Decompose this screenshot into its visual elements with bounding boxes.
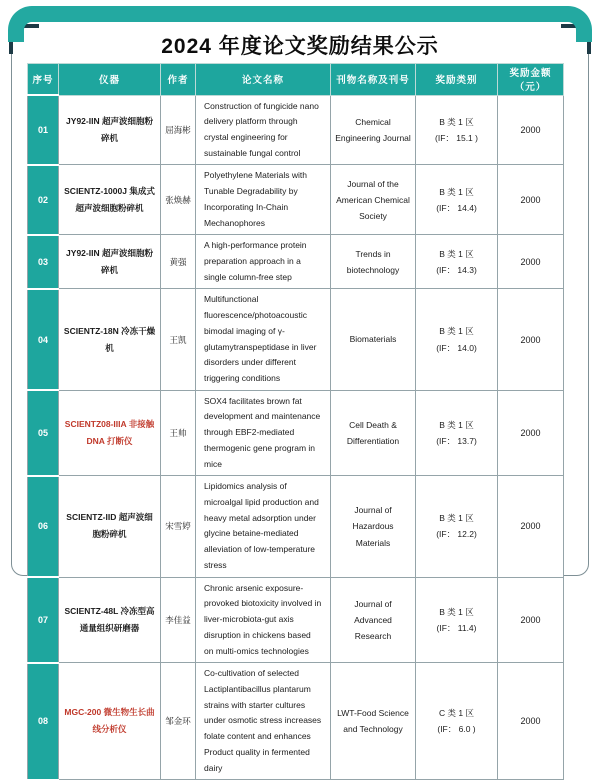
header-instrument: 仪器 <box>59 64 161 96</box>
header-no: 序号 <box>28 64 59 96</box>
award-category <box>416 235 498 289</box>
author-name: 王凯 <box>161 289 196 390</box>
award-category <box>416 289 498 390</box>
table-row <box>28 289 564 390</box>
award-category <box>416 476 498 577</box>
table-row <box>28 165 564 235</box>
impact-factor: (IF： 13.7) <box>436 436 477 447</box>
instrument-name: SCIENTZ-18N 冷冻干燥机 <box>59 289 161 390</box>
paper-title: Multifunctional fluorescence/photoacoustic bimodal imaging of γ-glutamytranspeptidase in liver disorders under different triggering conditions <box>196 289 331 390</box>
header-amount: 奖励金额（元） <box>498 64 564 96</box>
author-name: 宋雪婷 <box>161 476 196 577</box>
instrument-name: SCIENTZ-IID 超声波细胞粉碎机 <box>59 476 161 577</box>
instrument-name: MGC-200 微生物生长曲线分析仪 <box>59 663 161 780</box>
category-line: B 类 1 区 <box>439 419 474 430</box>
table-row <box>28 390 564 476</box>
paper-title: Polyethylene Materials with Tunable Degradability by Incorporating In-Chain Mechanophores <box>196 165 331 235</box>
award-amount: 2000 <box>498 289 564 390</box>
award-category <box>416 95 498 165</box>
paper-title: A high-performance protein preparation approach in a single column-free step <box>196 235 331 289</box>
award-category <box>416 390 498 476</box>
category-line: B 类 1 区 <box>439 513 474 524</box>
paper-title: Construction of fungicide nano delivery platform through crystal engineering for sustainable fungal control <box>196 95 331 165</box>
award-amount: 2000 <box>498 390 564 476</box>
category-line: B 类 1 区 <box>439 248 474 259</box>
instrument-name: SCIENTZ-1000J 集成式超声波细胞粉碎机 <box>59 165 161 235</box>
author-name: 黄强 <box>161 235 196 289</box>
category-line: C 类 1 区 <box>439 708 474 719</box>
award-amount: 2000 <box>498 663 564 780</box>
row-no: 06 <box>28 476 59 577</box>
impact-factor: (IF： 14.4) <box>436 202 477 213</box>
award-category <box>416 663 498 780</box>
row-no: 04 <box>28 289 59 390</box>
author-name: 张焕赫 <box>161 165 196 235</box>
instrument-name: JY92-IIN 超声波细胞粉碎机 <box>59 235 161 289</box>
journal-name: Biomaterials <box>331 289 416 390</box>
header-category: 奖励类别 <box>416 64 498 96</box>
header-journal: 刊物名称及刊号 <box>331 64 416 96</box>
impact-factor: (IF： 6.0 ) <box>437 724 476 735</box>
award-results-table <box>27 63 564 781</box>
award-amount: 2000 <box>498 235 564 289</box>
instrument-name: SCIENTZ-48L 冷冻型高通量组织研磨器 <box>59 577 161 663</box>
award-amount: 2000 <box>498 577 564 663</box>
author-name: 王帅 <box>161 390 196 476</box>
impact-factor: (IF： 14.0) <box>436 342 477 353</box>
journal-name: Trends in biotechnology <box>331 235 416 289</box>
row-no: 07 <box>28 577 59 663</box>
page-title: 2024 年度论文奖励结果公示 <box>161 35 439 58</box>
header-paper-title: 论文名称 <box>196 64 331 96</box>
impact-factor: (IF： 15.1 ) <box>435 132 478 143</box>
row-no: 01 <box>28 95 59 165</box>
journal-name: Journal of the American Chemical Society <box>331 165 416 235</box>
instrument-name: JY92-IIN 超声波细胞粉碎机 <box>59 95 161 165</box>
category-line: B 类 1 区 <box>439 186 474 197</box>
journal-name: LWT-Food Science and Technology <box>331 663 416 780</box>
table-header-row <box>28 64 564 96</box>
impact-factor: (IF： 12.2) <box>436 529 477 540</box>
paper-title: SOX4 facilitates brown fat development and maintenance through EBF2-mediated thermogenic gene program in mice <box>196 390 331 476</box>
row-no: 08 <box>28 663 59 780</box>
author-name: 邹金环 <box>161 663 196 780</box>
author-name: 屈海彬 <box>161 95 196 165</box>
instrument-name: SCIENTZ08-IIIA 非接触 DNA 打断仪 <box>59 390 161 476</box>
journal-name: Journal of Hazardous Materials <box>331 476 416 577</box>
table-row <box>28 235 564 289</box>
paper-title: Chronic arsenic exposure-provoked biotoxicity involved in liver-microbiota-gut axis disruption in chickens based on multi-omics technologies <box>196 577 331 663</box>
header-author: 作者 <box>161 64 196 96</box>
row-no: 03 <box>28 235 59 289</box>
award-amount: 2000 <box>498 165 564 235</box>
table-row <box>28 95 564 165</box>
award-amount: 2000 <box>498 95 564 165</box>
table-row <box>28 476 564 577</box>
row-no: 05 <box>28 390 59 476</box>
journal-name: Cell Death & Differentiation <box>331 390 416 476</box>
paper-title: Lipidomics analysis of microalgal lipid production and heavy metal adsorption under glycine betaine-mediated alleviation of low-temperature stress <box>196 476 331 577</box>
award-category <box>416 165 498 235</box>
table-row <box>28 663 564 780</box>
category-line: B 类 1 区 <box>439 326 474 337</box>
author-name: 李佳益 <box>161 577 196 663</box>
category-line: B 类 1 区 <box>439 606 474 617</box>
award-amount: 2000 <box>498 476 564 577</box>
row-no: 02 <box>28 165 59 235</box>
impact-factor: (IF： 11.4) <box>436 622 477 633</box>
journal-name: Chemical Engineering Journal <box>331 95 416 165</box>
journal-name: Journal of Advanced Research <box>331 577 416 663</box>
table-row <box>28 577 564 663</box>
impact-factor: (IF： 14.3) <box>436 264 477 275</box>
paper-title: Co-cultivation of selected Lactiplantibacillus plantarum strains with starter cultures under osmotic stress increases folate content and enhances Product quality in fermented dairy <box>196 663 331 780</box>
award-category <box>416 577 498 663</box>
category-line: B 类 1 区 <box>439 116 474 127</box>
